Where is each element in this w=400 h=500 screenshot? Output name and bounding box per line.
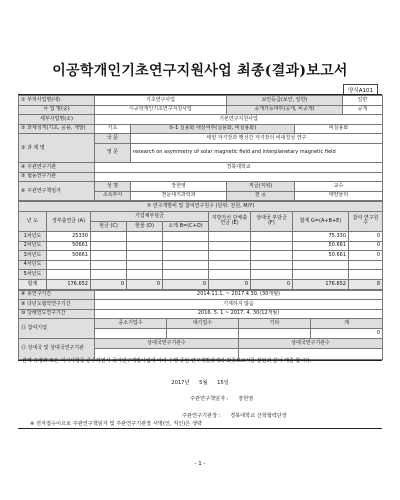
label-commercialization: ②-1 실용화 대상여부(실용화, 비실용화) — [131, 124, 295, 134]
value-host-institution: 경북대학교 — [95, 162, 383, 172]
header-other-count: 기타 — [239, 319, 311, 329]
budget-year: 1차년도 — [19, 232, 47, 242]
label-title-korean: 국 문 — [95, 134, 131, 144]
budget-sum-label: 합계 — [19, 280, 47, 290]
label-project-title: ③ 과 제 명 — [19, 134, 95, 163]
label-pi-position: 직급(직위) — [227, 182, 295, 192]
budget-other — [251, 241, 293, 251]
institution-signature-label: 주관연구기관장 : — [182, 413, 221, 419]
budget-local — [209, 270, 251, 280]
budget-people: 0 — [349, 251, 383, 261]
budget-local — [209, 260, 251, 270]
table-row — [19, 241, 383, 251]
value-title-korean: 태양 자기장과 행성간 자기장의 비대칭성 연구 — [131, 134, 383, 144]
header-sme-count: 중소기업수 — [95, 319, 167, 329]
value-pi-name: 장헌영 — [131, 182, 227, 192]
label-principal-investigator: ⑥ 주관연구책임자 — [19, 182, 95, 201]
date-year: 2017년 — [171, 380, 190, 386]
date-day: 15일 — [217, 380, 229, 386]
value-commercialization: 비실용화 — [295, 124, 383, 134]
budget-inkind — [127, 260, 163, 270]
label-host-institution: ④ 주관연구기관 — [19, 162, 95, 172]
pi-signature-name: 장헌영 — [238, 396, 254, 402]
budget-people — [349, 270, 383, 280]
budget-inkind — [127, 241, 163, 251]
budget-header-other: 상대국 부담금 (F) — [251, 211, 293, 231]
label-current-period: ⑩ 당해연도연구기간 — [19, 309, 95, 319]
label-project-type: ② 과제성격(기초, 응용, 개발) — [19, 124, 95, 134]
header-partner-count-2: 상대국연구기관수 — [239, 339, 383, 349]
budget-other — [251, 251, 293, 261]
label-security-level: 보안등급(보안, 일반) — [227, 96, 343, 106]
report-form — [18, 94, 382, 361]
label-pi-name: 성 명 — [95, 182, 131, 192]
budget-other — [251, 260, 293, 270]
budget-people: 0 — [349, 232, 383, 242]
period-table — [18, 290, 383, 360]
budget-people — [349, 260, 383, 270]
budget-inkind — [127, 270, 163, 280]
value-project-type: 기초 — [95, 124, 131, 134]
label-pi-major: 전 공 — [227, 191, 295, 201]
budget-header-total: 합계 G=(A+B+E) — [293, 211, 349, 231]
value-sme-count — [95, 328, 167, 339]
label-partner-country: ⑫ 상대국 및 상대국연구기관 — [19, 339, 95, 359]
project-info-table — [18, 95, 383, 201]
table-row — [19, 270, 383, 280]
value-company-total: 0 — [311, 328, 383, 339]
label-title-english: 영 문 — [95, 143, 131, 162]
value-multiyear-period: 기재하지 않음 — [95, 300, 383, 310]
value-sub-program: 기본연구지원사업 — [95, 115, 383, 125]
value-program-name: 이공학개인기초연구지원사업 — [95, 105, 227, 115]
table-row — [19, 251, 383, 261]
budget-total: 50.661 — [293, 241, 349, 251]
value-security-level: 일반 — [343, 96, 383, 106]
budget-cash — [91, 251, 127, 261]
budget-header-corp: 기업체부담금 — [91, 211, 209, 221]
budget-header-local: 지방자치 단체출연금 (E) — [209, 211, 251, 231]
document-title: 이공학개인기초연구지원사업 최종(결과)보고서 — [52, 63, 348, 79]
label-multiyear-period: ⑨ 다년도협약연구기간 — [19, 300, 95, 310]
label-program-name: 사 업 명(중) — [19, 105, 95, 115]
budget-header-cash: 현금 (C) — [91, 221, 127, 232]
budget-gov: 50661 — [47, 241, 91, 251]
budget-cash — [91, 270, 127, 280]
budget-other — [251, 232, 293, 242]
budget-total — [293, 260, 349, 270]
budget-gov: 25330 — [47, 232, 91, 242]
value-pi-department: 천문대기과학과 — [131, 191, 227, 201]
budget-gov — [47, 260, 91, 270]
budget-sum-sub: 0 — [163, 280, 209, 290]
budget-gov: 50661 — [47, 251, 91, 261]
budget-total: 50.661 — [293, 251, 349, 261]
budget-cash — [91, 232, 127, 242]
value-pi-position: 교수 — [295, 182, 383, 192]
value-total-period: 2014.11.1. ~ 2017.4.30. (30개월) — [95, 290, 383, 300]
label-ministry-program: ① 부처사업명(대) — [19, 96, 95, 106]
pi-signature-line — [190, 395, 253, 402]
budget-local — [209, 241, 251, 251]
label-sub-program: 세부사업명(소) — [19, 115, 95, 125]
budget-sub — [163, 241, 209, 251]
budget-cash — [91, 260, 127, 270]
budget-table — [18, 201, 383, 289]
budget-year: 3차년도 — [19, 251, 47, 261]
budget-header-year: 년 도 — [19, 211, 47, 231]
budget-inkind — [127, 251, 163, 261]
form-code-badge: 양식A101 — [343, 84, 378, 96]
budget-header-subtotal: 소계 B=(C+D) — [163, 221, 209, 232]
budget-sum-inkind: 0 — [127, 280, 163, 290]
value-other-count — [239, 328, 311, 339]
label-coop-institution: ⑤ 협동연구기관 — [19, 172, 95, 182]
budget-total — [293, 270, 349, 280]
budget-other — [251, 270, 293, 280]
submission-statement: 관계 규정과 모든 지시사항을 준수하면서 국가연구개발사업에 따라 수행 중인 연구개발과제의 최종보고서를 붙임과 같이 제출 합니다. — [22, 358, 312, 364]
budget-year: 2차년도 — [19, 241, 47, 251]
budget-sub — [163, 270, 209, 280]
value-current-period: 2016. 5. 1 ~ 2017. 4. 30(12개월) — [95, 309, 383, 319]
electronic-submission-note: ※ 전자접수이므로 주관연구책임자 및 주관연구기관장 서명(인, 직인)은 생략 — [30, 421, 202, 427]
budget-sub — [163, 260, 209, 270]
budget-local — [209, 232, 251, 242]
budget-header-people: 참여 연구원수 — [349, 211, 383, 231]
budget-sub — [163, 251, 209, 261]
budget-section-title: ⑦ 연구개발비 및 참여연구원수 (단위: 천원, M/Y) — [19, 202, 383, 212]
budget-header-inkind: 현물 (D) — [127, 221, 163, 232]
budget-sum-cash: 0 — [91, 280, 127, 290]
budget-sum-people: 8 — [349, 280, 383, 290]
value-pi-major: 태양물리 — [295, 191, 383, 201]
value-large-count — [167, 328, 239, 339]
header-company-total: 계 — [311, 319, 383, 329]
label-participating-companies: ⑪ 참여기업 — [19, 319, 95, 339]
institution-signature-name: 경북대학교 산학협력단장 — [230, 413, 287, 419]
budget-cash — [91, 241, 127, 251]
label-pi-department: 소속부서 — [95, 191, 131, 201]
label-total-period: ⑧ 총연구기간 — [19, 290, 95, 300]
budget-gov — [47, 270, 91, 280]
budget-people: 0 — [349, 241, 383, 251]
value-coop-institution — [95, 172, 383, 182]
table-row — [19, 232, 383, 242]
table-row — [19, 260, 383, 270]
budget-year: 4차년도 — [19, 260, 47, 270]
submission-date — [0, 379, 400, 386]
institution-signature-line — [182, 412, 287, 419]
value-title-english: research on asymmetry of solar magnetic field and interplanetary magnetic field — [131, 143, 383, 162]
budget-sub — [163, 232, 209, 242]
budget-sum-other: 0 — [251, 280, 293, 290]
page-number: - 1 - — [194, 461, 206, 467]
header-partner-count-1: 상대국연구기관수 — [95, 339, 239, 349]
budget-local — [209, 251, 251, 261]
budget-header-gov: 정부출연금 (A) — [47, 211, 91, 231]
date-month: 5월 — [199, 380, 208, 386]
budget-inkind — [127, 232, 163, 242]
pi-signature-label: 주관연구책임자 : — [190, 396, 229, 402]
value-ministry-program: 기초연구사업 — [95, 96, 227, 106]
budget-sum-gov: 176.652 — [47, 280, 91, 290]
value-disclosure: 공개 — [343, 105, 383, 115]
budget-sum-row — [19, 280, 383, 290]
budget-year: 5차년도 — [19, 270, 47, 280]
budget-total: 75.330 — [293, 232, 349, 242]
budget-sum-local: 0 — [209, 280, 251, 290]
header-large-count: 대기업수 — [167, 319, 239, 329]
divider — [18, 428, 382, 429]
budget-sum-total: 176.652 — [293, 280, 349, 290]
label-disclosure: 공개가능여부(공개, 비공개) — [227, 105, 343, 115]
